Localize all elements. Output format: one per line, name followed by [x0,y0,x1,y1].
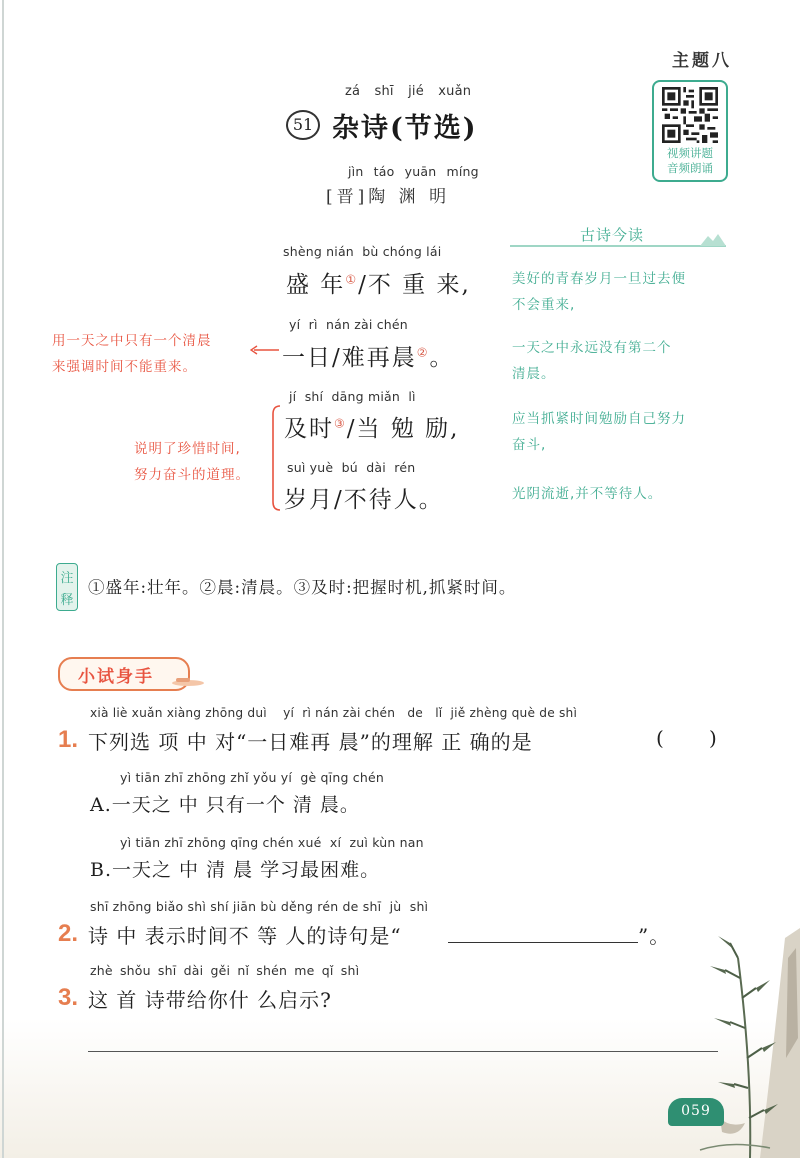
poem-line4-text-b: /不待人。 [334,487,444,513]
translation-3 [512,406,686,458]
title-pinyin: zá shī jié xuǎn [345,84,472,99]
author-pinyin: jìn táo yuān míng [348,164,479,179]
left-note-2-line2: 努力奋斗的道理。 [134,467,250,483]
poem-bracket [270,404,282,512]
translation-3-line1: 应当抓紧时间勉励自己努力 [512,411,686,427]
translation-4-line1: 光阴流逝,并不等待人。 [512,486,663,502]
qr-label-audio: 音频朗诵 [667,161,713,175]
lesson-title: 杂诗(节选) [332,113,478,144]
left-note-2 [134,436,250,488]
q1-answer-bracket[interactable]: ( ) [656,726,718,750]
left-note-1-line1: 用一天之中只有一个清晨 [52,333,212,349]
translation-1-line1: 美好的青春岁月一旦过去便 [512,271,686,287]
poem-line4 [284,481,444,514]
q3-text: 这 首 诗带给你什 么启示? [88,988,332,1012]
poem-line1-pinyin: shèng nián bù chóng lái [283,244,442,259]
annotation-label-char1: 注 [60,571,74,586]
header-underline [510,245,726,247]
qr-code-icon [660,87,720,143]
poem-line3-pinyin: jí shí dāng miǎn lì [289,389,416,404]
q1-number: 1. [58,726,79,753]
poem-line4-text-a: 岁月 [284,487,334,513]
lesson-number: 51 [292,115,314,134]
q3-answer-line[interactable] [88,1050,718,1052]
ancient-poem-title: 古诗今读 [580,226,645,244]
poem-line2 [282,339,455,372]
ancient-poem-header [510,224,726,248]
poem-line2-text-a: 一日/难再晨 [282,345,417,371]
translation-4 [512,481,662,507]
annotation-text: ①盛年:壮年。②晨:清晨。③及时:把握时机,抓紧时间。 [88,578,517,597]
q2-answer-blank[interactable] [448,941,638,943]
poem-line1-text-b: /不 重 来, [358,272,471,298]
q1-pinyin: xià liè xuǎn xiàng zhōng duì yí rì nán zài chén de lǐ jiě zhèng què de shì [90,706,578,720]
page-number: 059 [681,1103,711,1119]
practice-title: 小试身手 [78,667,154,687]
translation-2-line2: 清晨。 [512,366,556,382]
translation-2 [512,335,672,387]
poem-line3-text-b: /当 勉 励, [346,416,460,442]
left-note-1-line2: 来强调时间不能重来。 [52,359,197,375]
q1-option-a-pinyin: yì tiān zhī zhōng zhǐ yǒu yí gè qīng chén [120,770,384,785]
ink-decoration-icon [170,676,206,690]
left-note-2-line1: 说明了珍惜时间, [134,441,241,457]
theme-label: 主题八 [672,51,732,71]
qr-code-card[interactable] [652,80,728,182]
poem-line2-text-b: 。 [429,345,455,371]
lesson-number-badge [286,110,320,140]
annotation-label [56,563,78,611]
q3-pinyin: zhè shǒu shī dài gěi nǐ shén me qǐ shì [90,963,360,978]
q1-option-b-pinyin: yì tiān zhī zhōng qīng chén xué xí zuì kùn nan [120,835,424,850]
note-mark-2: ② [416,345,430,360]
author: [晋]陶 渊 明 [326,187,451,207]
q2-number: 2. [58,920,79,947]
q1-text: 下列选 项 中 对“一日难再 晨”的理解 正 确的是 [88,730,533,754]
q2-text-end: ”。 [638,924,671,948]
qr-label-video: 视频讲题 [667,146,713,160]
left-note-1 [52,328,212,380]
note-mark-3: ③ [334,416,347,431]
q2-text: 诗 中 表示时间不 等 人的诗句是“ [88,924,402,948]
mountain-decoration-icon [700,232,726,246]
annotation-label-char2: 释 [60,593,74,608]
q1-option-b[interactable]: B.一天之 中 清 晨 学习最困难。 [90,859,381,881]
page-edge-line [2,0,4,1158]
translation-2-line1: 一天之中永远没有第二个 [512,340,672,356]
q3-number: 3. [58,984,79,1011]
translation-3-line2: 奋斗, [512,437,547,453]
q2-pinyin: shī zhōng biǎo shì shí jiān bù děng rén de shī jù shì [90,899,429,914]
poem-line1 [286,266,471,299]
q1-option-a[interactable]: A.一天之 中 只有一个 清 晨。 [90,794,360,816]
translation-1-line2: 不会重来, [512,297,576,313]
poem-line3-text-a: 及时 [284,416,334,442]
poem-line1-text-a: 盛 年 [286,272,346,298]
arrow-icon [250,345,280,355]
poem-line4-pinyin: suì yuè bú dài rén [287,460,416,475]
poem-line3 [284,410,459,443]
poem-line2-pinyin: yí rì nán zài chén [289,317,408,332]
translation-1 [512,266,686,318]
note-mark-1: ① [345,272,359,287]
page-number-badge [668,1098,724,1126]
